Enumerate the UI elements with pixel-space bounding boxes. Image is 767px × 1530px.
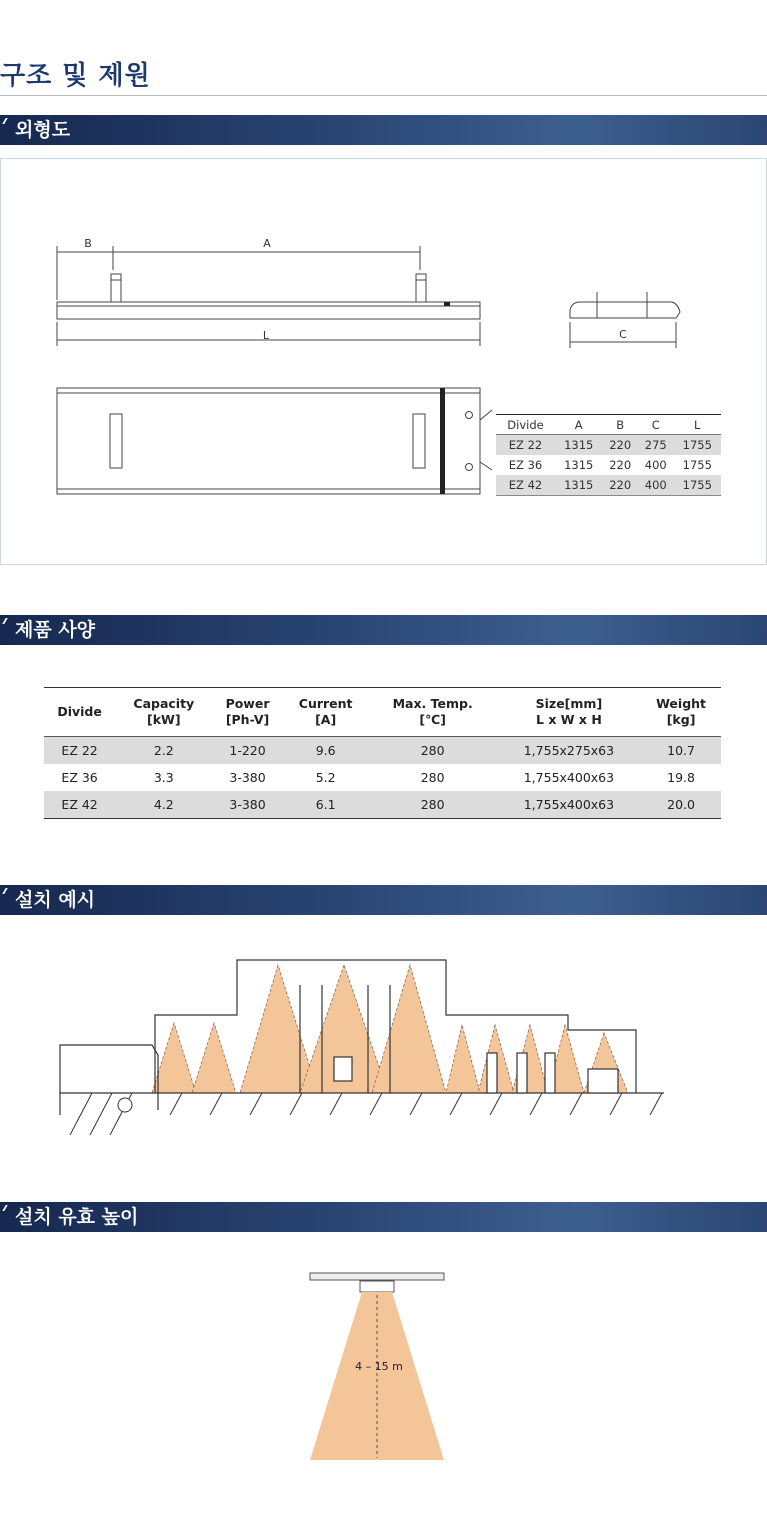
height-range-label: 4 – 15 m [355, 1360, 403, 1373]
header-unit: [kW] [147, 712, 181, 727]
end-grille [440, 388, 445, 494]
spec-col-size [497, 688, 641, 737]
header-unit: [℃] [419, 712, 446, 727]
section-header-install-height [0, 1202, 767, 1232]
spec-table [44, 687, 721, 819]
spec-col-power [212, 688, 282, 737]
dim-cell: EZ 22 [496, 435, 555, 456]
band-tick-icon [2, 618, 7, 624]
installation-example-illustration [0, 945, 767, 1205]
table-row [44, 791, 721, 819]
spec-cell: EZ 22 [44, 737, 115, 765]
dim-label-l: L [262, 329, 270, 342]
dim-label-b: B [84, 237, 92, 250]
ceiling-plate [310, 1273, 444, 1280]
spec-cell: EZ 42 [44, 791, 115, 819]
forklift [334, 1057, 352, 1081]
table-row [496, 455, 721, 475]
spec-cell: 1,755x400x63 [523, 770, 615, 785]
dimension-table-header [496, 415, 721, 435]
spec-cell: 1-220 [212, 737, 282, 765]
header-unit: L x W x H [536, 712, 602, 727]
spec-col-divide [44, 688, 115, 737]
spec-cell: 6.1 [283, 791, 369, 819]
dim-col-l: L [674, 415, 721, 435]
dim-cell: EZ 36 [508, 458, 543, 472]
section-title-spec: 제품 사양 [15, 619, 96, 641]
spec-cell: 19.8 [667, 770, 695, 785]
heater-side-view [57, 302, 480, 319]
dim-cell: 220 [609, 458, 632, 472]
heater-end-view [570, 302, 680, 318]
dim-cell: 1315 [555, 475, 602, 496]
table-row [44, 764, 721, 791]
spec-col-weight [641, 688, 721, 737]
terminal-hole-top [466, 412, 473, 419]
dim-col-c: C [638, 415, 674, 435]
dim-col-a: A [555, 415, 602, 435]
dimension-table [496, 414, 721, 496]
header-text: Current [298, 696, 353, 711]
spec-cell: 1,755x400x63 [497, 791, 641, 819]
mount-bracket-left [111, 274, 121, 302]
top-bracket-right [413, 414, 425, 468]
header-unit: [A] [315, 712, 337, 727]
dim-cell: 275 [638, 435, 674, 456]
truck-wheel [118, 1098, 132, 1112]
dim-cell: 400 [638, 475, 674, 496]
spec-cell: 5.2 [315, 770, 336, 785]
header-text: Divide [57, 704, 102, 719]
header-text: Max. Temp. [392, 696, 473, 711]
spec-table-header [44, 688, 721, 737]
dim-cell: 1315 [555, 435, 602, 456]
dim-cell: 220 [602, 475, 638, 496]
table-row [44, 737, 721, 765]
workbench [588, 1069, 618, 1093]
spec-cell: 1,755x275x63 [497, 737, 641, 765]
spec-cell: 280 [420, 770, 445, 785]
spec-cell: 4.2 [115, 791, 212, 819]
spec-cell: 2.2 [115, 737, 212, 765]
spec-cell: 3-380 [229, 770, 266, 785]
header-text: Capacity [133, 696, 195, 711]
spec-cell: 3-380 [212, 791, 282, 819]
dim-cell: 1755 [682, 458, 712, 472]
dim-label-a: A [263, 237, 271, 250]
spec-cell: 3.3 [153, 770, 174, 785]
dim-col-divide: Divide [496, 415, 555, 435]
header-text: Power [225, 696, 270, 711]
section-header-install-example [0, 885, 767, 915]
dim-cell: 400 [644, 458, 667, 472]
installation-height-illustration [0, 1265, 767, 1465]
table-row [496, 435, 721, 456]
page-title: 구조 및 제원 [0, 61, 151, 91]
section-title-exterior: 외형도 [15, 119, 71, 141]
exterior-drawing [0, 0, 767, 600]
spec-cell: 280 [369, 737, 497, 765]
top-bracket-left [110, 414, 122, 468]
band-tick-icon [2, 1205, 7, 1211]
spec-cell: 10.7 [641, 737, 721, 765]
section-title-install-height: 설치 유효 높이 [15, 1206, 139, 1228]
spec-cell: 20.0 [641, 791, 721, 819]
header-unit: [Ph-V] [225, 712, 270, 727]
section-title-install-example: 설치 예시 [15, 889, 96, 911]
heater-top-view [57, 388, 480, 494]
heat-cone [192, 1023, 236, 1093]
spec-col-current [283, 688, 369, 737]
heater-unit [360, 1281, 394, 1292]
heat-cone [372, 965, 446, 1093]
header-text: Size[mm] [535, 696, 603, 711]
spec-col-max-temp [369, 688, 497, 737]
section-header-spec [0, 615, 767, 645]
table-row [496, 475, 721, 496]
dim-cell: 220 [602, 435, 638, 456]
dim-cell: 1755 [674, 435, 721, 456]
dim-cell: EZ 42 [496, 475, 555, 496]
spec-cell: EZ 36 [61, 770, 98, 785]
dim-cell: 1315 [564, 458, 594, 472]
spec-cell: 9.6 [283, 737, 369, 765]
dim-col-b: B [602, 415, 638, 435]
spec-cell: 280 [369, 791, 497, 819]
terminal-hole-bottom [466, 464, 473, 471]
header-text: Weight [656, 696, 707, 711]
mount-bracket-right [416, 274, 426, 302]
header-unit: [kg] [666, 712, 696, 727]
truck [60, 1045, 158, 1115]
dim-cell: 1755 [674, 475, 721, 496]
band-tick-icon [2, 888, 7, 894]
spec-col-capacity [115, 688, 212, 737]
dim-label-c: C [619, 328, 627, 341]
heat-cone [446, 1025, 480, 1093]
